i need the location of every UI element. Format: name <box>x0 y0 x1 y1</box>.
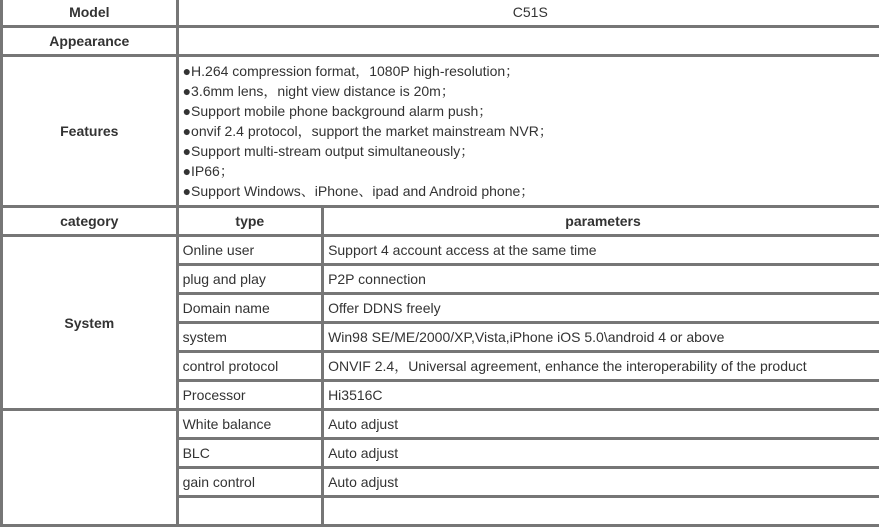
feature-text: 3.6mm lens，night view distance is 20m； <box>191 83 455 99</box>
feature-text: Support multi-stream output simultaneously； <box>191 143 475 159</box>
feature-text: onvif 2.4 protocol，support the market mainstream NVR； <box>191 123 553 139</box>
image-row <box>3 411 879 437</box>
appearance-label: Appearance <box>3 28 176 54</box>
parameter-cell: Hi3516C <box>324 382 879 408</box>
bullet-icon: ● <box>182 143 192 159</box>
bullet-icon: ● <box>182 63 192 79</box>
type-cell: control protocol <box>179 353 321 379</box>
feature-item <box>183 81 878 101</box>
bullet-icon: ● <box>182 83 192 99</box>
model-row <box>3 0 879 25</box>
type-cell: plug and play <box>179 266 321 292</box>
type-cell: White balance <box>179 411 321 437</box>
feature-item <box>183 101 878 121</box>
type-cell <box>179 498 321 524</box>
feature-text: H.264 compression format，1080P high-resolution； <box>191 63 520 79</box>
feature-text: Support mobile phone background alarm push； <box>191 103 493 119</box>
features-cell <box>179 57 879 205</box>
feature-list <box>183 61 878 201</box>
type-cell: system <box>179 324 321 350</box>
type-cell: BLC <box>179 440 321 466</box>
parameter-cell: Auto adjust <box>324 440 879 466</box>
bullet-icon: ● <box>182 123 192 139</box>
type-cell: Online user <box>179 237 321 263</box>
feature-item <box>183 161 878 181</box>
parameter-cell: Auto adjust <box>324 469 879 495</box>
bullet-icon: ● <box>182 103 192 119</box>
header-row <box>3 208 879 234</box>
bullet-icon: ● <box>182 183 192 199</box>
parameter-cell: Support 4 account access at the same time <box>324 237 879 263</box>
header-type: type <box>179 208 321 234</box>
header-parameters: parameters <box>324 208 879 234</box>
feature-item <box>183 121 878 141</box>
feature-item <box>183 141 878 161</box>
system-row <box>3 237 879 263</box>
header-category: category <box>3 208 176 234</box>
appearance-row <box>3 28 879 54</box>
type-cell: Processor <box>179 382 321 408</box>
feature-item <box>183 61 878 81</box>
feature-text: Support Windows、iPhone、ipad and Android phone； <box>191 183 535 199</box>
parameter-cell: Auto adjust <box>324 411 879 437</box>
feature-item <box>183 181 878 201</box>
bullet-icon: ● <box>182 163 192 179</box>
type-cell: Domain name <box>179 295 321 321</box>
features-label: Features <box>3 57 176 205</box>
parameter-cell <box>324 498 879 524</box>
features-row <box>3 57 879 205</box>
model-value: C51S <box>179 0 879 25</box>
type-cell: gain control <box>179 469 321 495</box>
system-label: System <box>3 237 176 408</box>
parameter-cell: P2P connection <box>324 266 879 292</box>
feature-text: IP66； <box>191 163 234 179</box>
model-label: Model <box>3 0 176 25</box>
image-category-label <box>3 411 176 524</box>
appearance-value <box>179 28 879 54</box>
parameter-cell: Offer DDNS freely <box>324 295 879 321</box>
parameter-cell: ONVIF 2.4，Universal agreement, enhance the interoperability of the product <box>324 353 879 379</box>
parameter-cell: Win98 SE/ME/2000/XP,Vista,iPhone iOS 5.0\android 4 or above <box>324 324 879 350</box>
